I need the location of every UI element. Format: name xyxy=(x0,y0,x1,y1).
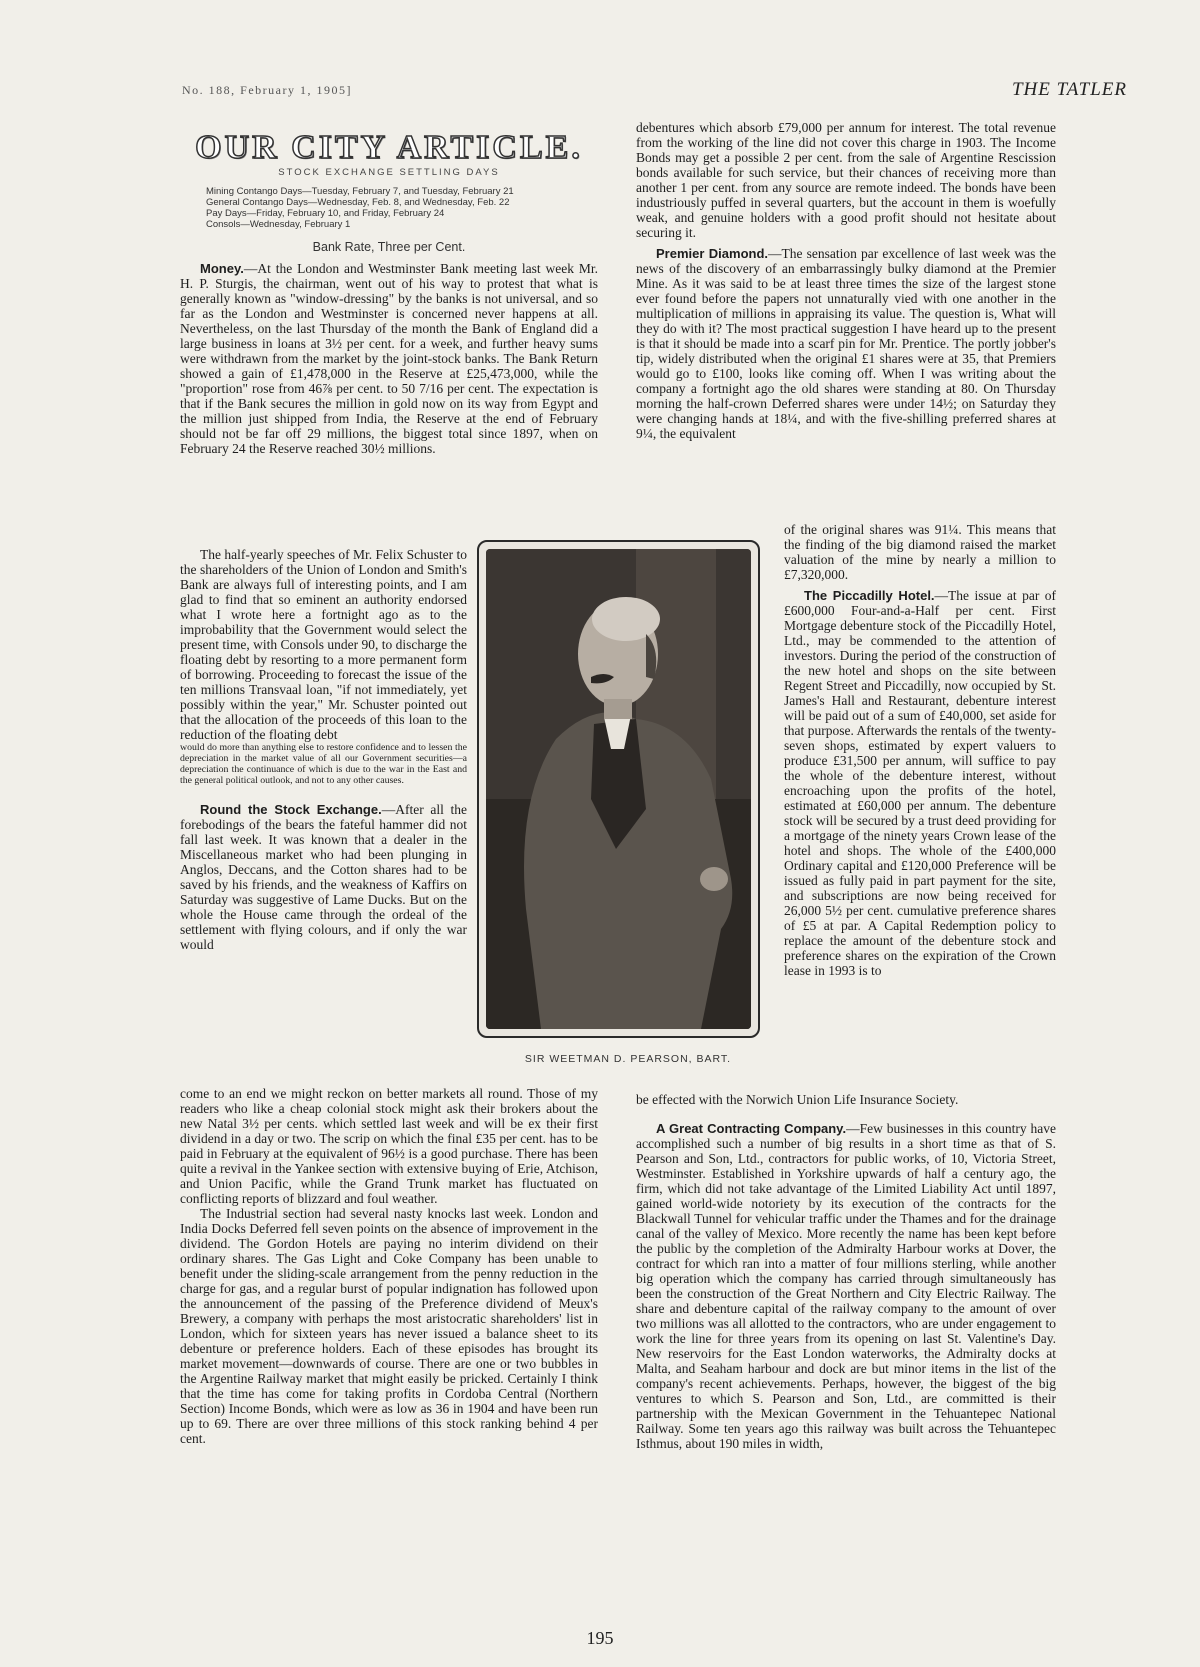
bank-rate-heading: Bank Rate, Three per Cent. xyxy=(312,240,466,254)
settling-schedule xyxy=(206,186,598,230)
schuster-small-print: would do more than anything else to restore confidence and to lessen the depreciation in the market value of all our Government securities—a depreciation the continuance of which is due to the war in the East and the general political outlook, and not to any other causes. xyxy=(180,742,467,786)
schedule-line: Consols—Wednesday, February 1 xyxy=(206,219,351,230)
photo-caption: SIR WEETMAN D. PEARSON, BART. xyxy=(524,1053,732,1065)
diamond-continued: of the original shares was 91¼. This means that the finding of the big diamond raised the market valuation of the mine by nearly a million to £7,320,000. xyxy=(784,522,1056,582)
page-number: 195 xyxy=(586,1628,614,1648)
contracting-text: —Few businesses in this country have accomplished such a number of big results in a short time as that of S. Pearson and Son, Ltd., contractors for public works, of 10, Victoria Street, Westminster. Established in Yorkshire upwards of half a century ago, the firm, which did not take advantage of the Limited Liability Act until 1897, gained world-wide notoriety by its execution of the contracts for the Blackwall Tunnel for vehicular traffic under the Thames and for the drainage canal of the valley of Mexico. More recently the name has been kept before the public by the completion of the Admiralty Harbour works at Dover, the contract for which ran into a matter of four millions sterling, while another big operation which the company has carried through simultaneously has been the construction of the Great Northern and City Electric Railway. The share and debenture capital of the railway company to the amount of over two millions was all allotted to the contractors, who are under engagement to work the line for three years from its opening on last St. Valentine's Day. New reservoirs for the East London waterworks, the Admiralty docks at Malta, and Seaham harbour and dock are but minor items in the list of the company's recent achievements. Perhaps, however, the biggest of the big ventures to which S. Pearson and Son, Ltd., are committed is their partnership with the Mexican Government in the Tehuantepec National Railway. Some ten years ago this railway was built across the Tehuantepec Isthmus, about 190 miles in width, xyxy=(636,1121,1056,1451)
stock-exchange-paragraph xyxy=(180,802,467,952)
column-right-bottom xyxy=(636,1092,1056,1451)
contracting-lead: A Great Contracting Company. xyxy=(656,1121,847,1136)
debentures-paragraph: debentures which absorb £79,000 per annum for interest. The total revenue from the working of the line did not cover this charge in 1903. The Income Bonds may get a possible 2 per cent. from the sale of Argentine Rescission bonds available for such service, but their chances of receiving more than another 1 per cent. from any source are remote indeed. The bonds have been industriously puffed in several quarters, but the account in them is woefully weak, and genuine holders with a good profit should not hesitate about securing it. xyxy=(636,120,1056,240)
article-title: OUR CITY ARTICLE. xyxy=(195,129,583,166)
money-text: —At the London and Westminster Bank meeting last week Mr. H. P. Sturgis, the chairman, went out of his way to protest that what is generally known as "window-dressing" by the banks is not universal, and so far as the London and Westminster is concerned never happens at all. Nevertheless, on the last Thursday of the month the Bank of England did a large business in loans at 3½ per cent. for a week, and further heavy sums were withdrawn from the market by the joint-stock banks. The Bank Return showed a gain of £1,478,000 in the Reserve at £25,473,000, while the "proportion" rose from 46⅞ per cent. to 50 7/16 per cent. The expectation is that if the Bank secures the million in gold now on its way from Egypt and the million just shipped from India, the Reserve at the end of February should not be far off 29 millions, the biggest total since 1897, when on February 24 the Reserve reached 30½ millions. xyxy=(180,261,598,456)
piccadilly-lead: The Piccadilly Hotel. xyxy=(804,588,935,603)
stock-exchange-text: —After all the forebodings of the bears the fateful hammer did not fall last week. It was known that a dealer in the Miscellaneous market who had been plunging in Anglos, Deccans, and the Cotton shares had to be saved by his friends, and the weakness of Kaffirs on Saturday was suggestive of Lame Ducks. But on the whole the House came through the ordeal of the settlement with flying colours, and if only the war would xyxy=(180,802,467,952)
diamond-text: —The sensation par excellence of last week was the news of the discovery of an embarrassingly bulky diamond at the Premier Mine. As it was said to be at least three times the size of the largest stone ever found before the papers not unnaturally vied with one another in the multiplication of millions in appraising its value. The question is, What will they do with it? The most practical suggestion I have heard up to the present is that it should be made into a scarf pin for Mr. Prentice. The portly jobber's tip, widely distributed when the original £1 shares were at 35, that Premiers would go to £100, looks like coming off. When I was writing about the company a fortnight ago the old shares were standing at 80. On Thursday morning the half-crown Deferred shares were under 14½; on Saturday they were changing hands at 18¼, and with the five-shilling preferred shares at 9¼, the equivalent xyxy=(636,246,1056,441)
schedule-line: Mining Contango Days—Tuesday, February 7, and Tuesday, February 21 xyxy=(206,186,514,197)
stock-exchange-continued: come to an end we might reckon on better markets all round. Those of my readers who like a cheap colonial stock might ask their brokers about the new Natal 3½ per cents. which settled last week and will be ex their first dividend in a day or two. The scrip on which the final £35 per cent. has to be paid in February at the equivalent of 96½ is a good purchase. There has been quite a revival in the Yankee section with extensive buying of Erie, Atchison, and Union Pacific, while the Grand Trunk market has fluctuated on conflicting reports of blizzard and foul weather. xyxy=(180,1086,598,1206)
portrait-photo xyxy=(486,549,751,1029)
portrait-photo-frame xyxy=(477,540,760,1038)
money-paragraph xyxy=(180,261,598,456)
column-right-middle xyxy=(784,522,1056,978)
diamond-paragraph xyxy=(636,246,1056,441)
settling-days-heading: STOCK EXCHANGE SETTLING DAYS xyxy=(278,167,500,178)
piccadilly-paragraph xyxy=(784,588,1056,978)
diamond-lead: Premier Diamond. xyxy=(656,246,769,261)
piccadilly-text: —The issue at par of £600,000 Four-and-a-Half per cent. First Mortgage debenture stock of the Piccadilly Hotel, Ltd., may be commended to the attention of investors. During the period of the construction of the new hotel and shops on the site between Regent Street and Piccadilly, now occupied by St. James's Hall and Restaurant, debenture interest will be paid out of a sum of £40,000, set aside for that purpose. Afterwards the rentals of the twenty-seven shops, estimated by expert valuers to produce £31,500 per annum, will suffice to pay the whole of the debenture interest, without encroaching upon the profits of the hotel, estimated at £60,000 per annum. The debenture stock will be secured by a trust deed providing for a mortgage of the ninety years Crown lease of the hotel and shops. The whole of the £400,000 Ordinary capital and £120,000 Preference will be issued as fully paid in part payment for the site, and subscriptions are now being received for 26,000 5½ per cent. cumulative preference shares of £5 at par. A Capital Redemption policy to replace the amount of the debenture stock and preference shares on the expiration of the Crown lease in 1993 is to xyxy=(784,588,1056,978)
schedule-line: General Contango Days—Wednesday, Feb. 8, and Wednesday, Feb. 22 xyxy=(206,197,510,208)
issue-date-header: No. 188, February 1, 1905] xyxy=(182,83,352,97)
portrait-figure-icon xyxy=(486,549,751,1029)
industrial-paragraph: The Industrial section had several nasty knocks last week. London and India Docks Deferred fell seven points on the absence of improvement in the dividend. The Gordon Hotels are paying no interim dividend on their ordinary shares. The Gas Light and Coke Company has been unable to benefit under the sliding-scale arrangement from the penny reduction in the charge for gas, and a regular burst of popular indignation has followed upon the announcement of the passing of the Preference dividend of Meux's Brewery, a company with perhaps the most aristocratic shareholders' list in London, which for sixteen years has never issued a balance sheet to its debenture or preference holders. Each of these episodes has brought its market movement—downwards of course. There are one or two bubbles in the Argentine Railway market that might easily be pricked. Certainly I think that the time has come for taking profits in Cordoba Central (Northern Section) Income Bonds, which were as low as 36 in 1904 and have been run up to 69. There are over three millions of this stock ranking behind 4 per cent. xyxy=(180,1206,598,1446)
piccadilly-continued: be effected with the Norwich Union Life Insurance Society. xyxy=(636,1092,959,1107)
column-left-top xyxy=(180,129,598,456)
column-left-bottom xyxy=(180,1086,598,1446)
money-lead: Money. xyxy=(200,261,244,276)
column-left-middle xyxy=(180,547,467,952)
publication-title: THE TATLER xyxy=(1011,79,1127,100)
schedule-line: Pay Days—Friday, February 10, and Friday, February 24 xyxy=(206,208,445,219)
schuster-paragraph: The half-yearly speeches of Mr. Felix Schuster to the shareholders of the Union of London and Smith's Bank are always full of interesting points, and I am glad to find that so eminent an authority endorsed what I wrote here a fortnight ago as to the improbability that the Government would select the present time, with Consols under 90, to discharge the floating debt by resorting to a more permanent form of borrowing. Proceeding to forecast the issue of the ten millions Transvaal loan, "if not immediately, yet possibly within the year," Mr. Schuster pointed out that the allocation of the proceeds of this loan to the reduction of the floating debt xyxy=(180,547,467,742)
stock-exchange-lead: Round the Stock Exchange. xyxy=(200,802,382,817)
contracting-paragraph xyxy=(636,1121,1056,1451)
column-right-top xyxy=(636,120,1056,441)
